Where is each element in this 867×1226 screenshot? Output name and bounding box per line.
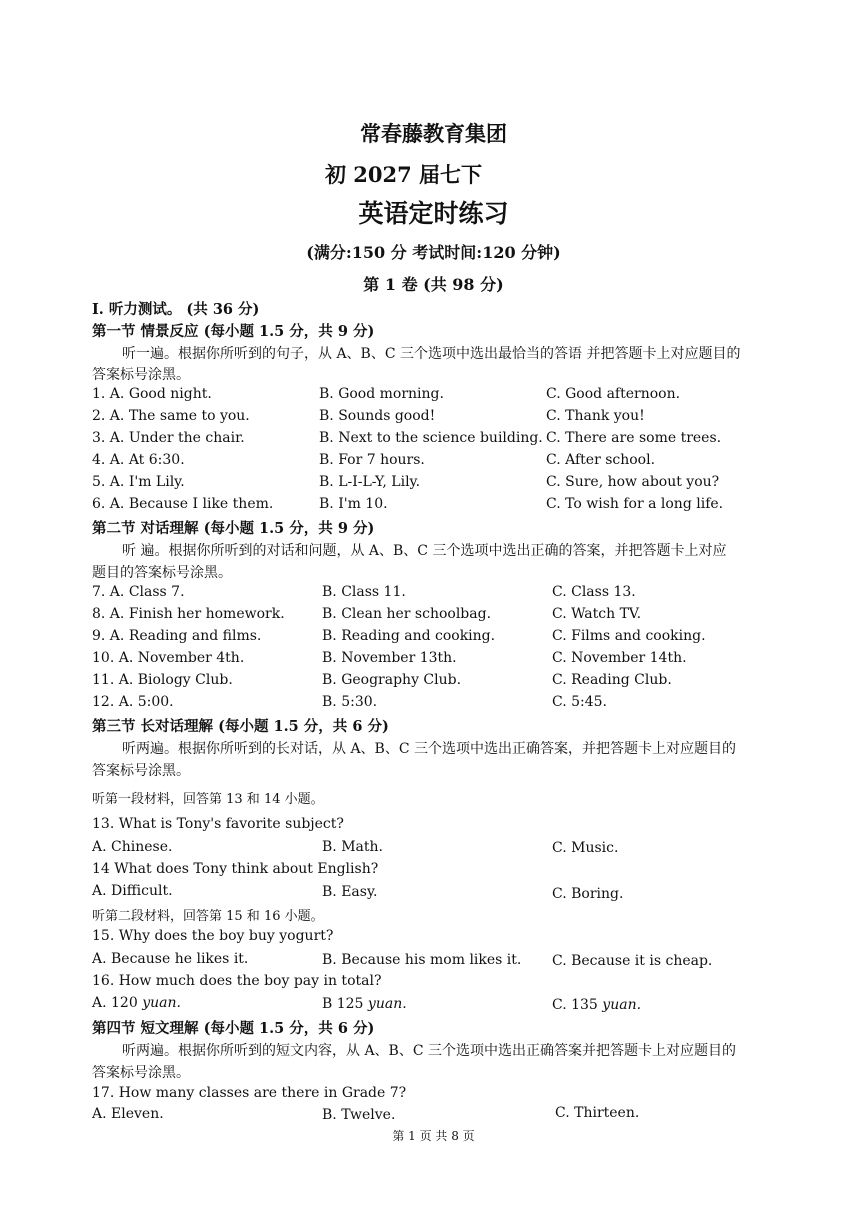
q10-option-a: 10. A. November 4th. xyxy=(92,650,245,666)
q16-option-b-unit: yuan. xyxy=(367,996,407,1012)
q3-option-b: B. Next to the science building. xyxy=(319,430,543,446)
q16-option-a-amount: A. 120 xyxy=(92,995,138,1011)
material1-note: 听第一段材料，回答第 13 和 14 小题。 xyxy=(92,792,324,807)
part2-instruction-line1: 听 遍。根据你所听到的对话和问题，从 A、B、C 三个选项中选出正确的答案，并把答题卡上对应 xyxy=(122,543,727,559)
q10-option-c: C. November 14th. xyxy=(552,650,687,666)
q12-option-b: B. 5:30. xyxy=(322,694,378,710)
q5-option-c: C. Sure, how about you? xyxy=(546,474,720,490)
q7-option-a: 7. A. Class 7. xyxy=(92,584,185,600)
q13-option-b: B. Math. xyxy=(322,839,383,855)
q11-option-b: B. Geography Club. xyxy=(322,672,462,688)
part3-title: 第三节 长对话理解 (每小题 1.5 分，共 6 分) xyxy=(92,718,389,735)
q12-option-a: 12. A. 5:00. xyxy=(92,694,174,710)
q15-option-b: B. Because his mom likes it. xyxy=(322,952,522,968)
q8-option-a: 8. A. Finish her homework. xyxy=(92,606,285,622)
part1-instruction-line1: 听一遍。根据你所听到的句子，从 A、B、C 三个选项中选出最恰当的答语 并把答题卡上对应题目的 xyxy=(122,346,741,362)
q17-option-b: B. Twelve. xyxy=(322,1107,396,1123)
exam-meta: (满分:150 分 考试时间:120 分钟) xyxy=(306,243,561,262)
q11-option-a: 11. A. Biology Club. xyxy=(92,672,233,688)
q5-option-a: 5. A. I'm Lily. xyxy=(92,474,185,490)
q8-option-b: B. Clean her schoolbag. xyxy=(322,606,492,622)
exam-title: 英语定时练习 xyxy=(358,199,509,228)
q17-stem: 17. How many classes are there in Grade 7? xyxy=(92,1085,407,1101)
q16-option-b xyxy=(322,996,407,1012)
q16-option-c-amount: C. 135 xyxy=(552,997,598,1013)
q5-option-b: B. L-I-L-Y, Lily. xyxy=(319,474,421,490)
q15-option-c: C. Because it is cheap. xyxy=(552,953,713,969)
part3-instruction-line2: 答案标号涂黑。 xyxy=(92,763,190,779)
q9-option-a: 9. A. Reading and films. xyxy=(92,628,262,644)
q13-option-c: C. Music. xyxy=(552,840,619,856)
q9-option-b: B. Reading and cooking. xyxy=(322,628,496,644)
q14-option-b: B. Easy. xyxy=(322,884,378,900)
q4-option-a: 4. A. At 6:30. xyxy=(92,452,185,468)
grade-text: 初 2027 届七下 xyxy=(324,162,483,187)
q16-option-a-unit: yuan. xyxy=(142,995,181,1011)
q14-option-a: A. Difficult. xyxy=(92,883,173,899)
part4-instruction-line1: 听两遍。根据你所听到的短文内容，从 A、B、C 三个选项中选出正确答案并把答题卡上对应题目的 xyxy=(122,1043,737,1059)
q9-option-c: C. Films and cooking. xyxy=(552,628,706,644)
q15-stem: 15. Why does the boy buy yogurt? xyxy=(92,928,334,944)
part4-title: 第四节 短文理解 (每小题 1.5 分，共 6 分) xyxy=(92,1020,375,1037)
q3-option-c: C. There are some trees. xyxy=(546,430,722,446)
grade-label xyxy=(0,159,867,189)
q15-option-a: A. Because he likes it. xyxy=(92,951,249,967)
q16-stem: 16. How much does the boy pay in total? xyxy=(92,973,382,989)
q16-option-a xyxy=(92,995,181,1011)
q6-option-a: 6. A. Because I like them. xyxy=(92,496,274,512)
volume-title: 第 1 卷 (共 98 分) xyxy=(363,275,504,294)
q16-option-c xyxy=(552,997,641,1013)
school-name: 常春藤教育集团 xyxy=(360,121,507,146)
q8-option-c: C. Watch TV. xyxy=(552,606,642,622)
q3-option-a: 3. A. Under the chair. xyxy=(92,430,245,446)
q13-option-a: A. Chinese. xyxy=(92,839,173,855)
page-number: 第 1 页 共 8 页 xyxy=(392,1129,475,1143)
q17-option-c: C. Thirteen. xyxy=(555,1105,640,1121)
part3-instruction-line1: 听两遍。根据你所听到的长对话，从 A、B、C 三个选项中选出正确答案，并把答题卡上对应题目的 xyxy=(122,741,737,757)
part2-title: 第二节 对话理解 (每小题 1.5 分，共 9 分) xyxy=(92,520,375,537)
q6-option-b: B. I'm 10. xyxy=(319,496,388,512)
q2-option-b: B. Sounds good! xyxy=(319,408,436,424)
q16-option-c-unit: yuan. xyxy=(602,997,642,1013)
q1-option-c: C. Good afternoon. xyxy=(546,386,681,402)
q1-option-a: 1. A. Good night. xyxy=(92,386,212,402)
q7-option-b: B. Class 11. xyxy=(322,584,406,600)
q1-option-b: B. Good morning. xyxy=(319,386,444,402)
q2-option-a: 2. A. The same to you. xyxy=(92,408,250,424)
q14-stem: 14 What does Tony think about English? xyxy=(92,861,379,877)
q14-option-c: C. Boring. xyxy=(552,886,624,902)
q16-option-b-amount: B 125 xyxy=(322,996,364,1012)
part4-instruction-line2: 答案标号涂黑。 xyxy=(92,1065,190,1081)
q10-option-b: B. November 13th. xyxy=(322,650,457,666)
part1-title: 第一节 情景反应 (每小题 1.5 分，共 9 分) xyxy=(92,323,375,340)
part2-instruction-line2: 题目的答案标号涂黑。 xyxy=(92,565,232,581)
q17-option-a: A. Eleven. xyxy=(92,1106,164,1122)
q4-option-c: C. After school. xyxy=(546,452,656,468)
q11-option-c: C. Reading Club. xyxy=(552,672,672,688)
q4-option-b: B. For 7 hours. xyxy=(319,452,425,468)
q12-option-c: C. 5:45. xyxy=(552,694,608,710)
part1-instruction-line2: 答案标号涂黑。 xyxy=(92,367,190,383)
q2-option-c: C. Thank you! xyxy=(546,408,645,424)
q7-option-c: C. Class 13. xyxy=(552,584,636,600)
q13-stem: 13. What is Tony's favorite subject? xyxy=(92,816,344,832)
q6-option-c: C. To wish for a long life. xyxy=(546,496,724,512)
section-listening-title: I. 听力测试。 (共 36 分) xyxy=(92,301,260,318)
material2-note: 听第二段材料，回答第 15 和 16 小题。 xyxy=(92,909,324,924)
